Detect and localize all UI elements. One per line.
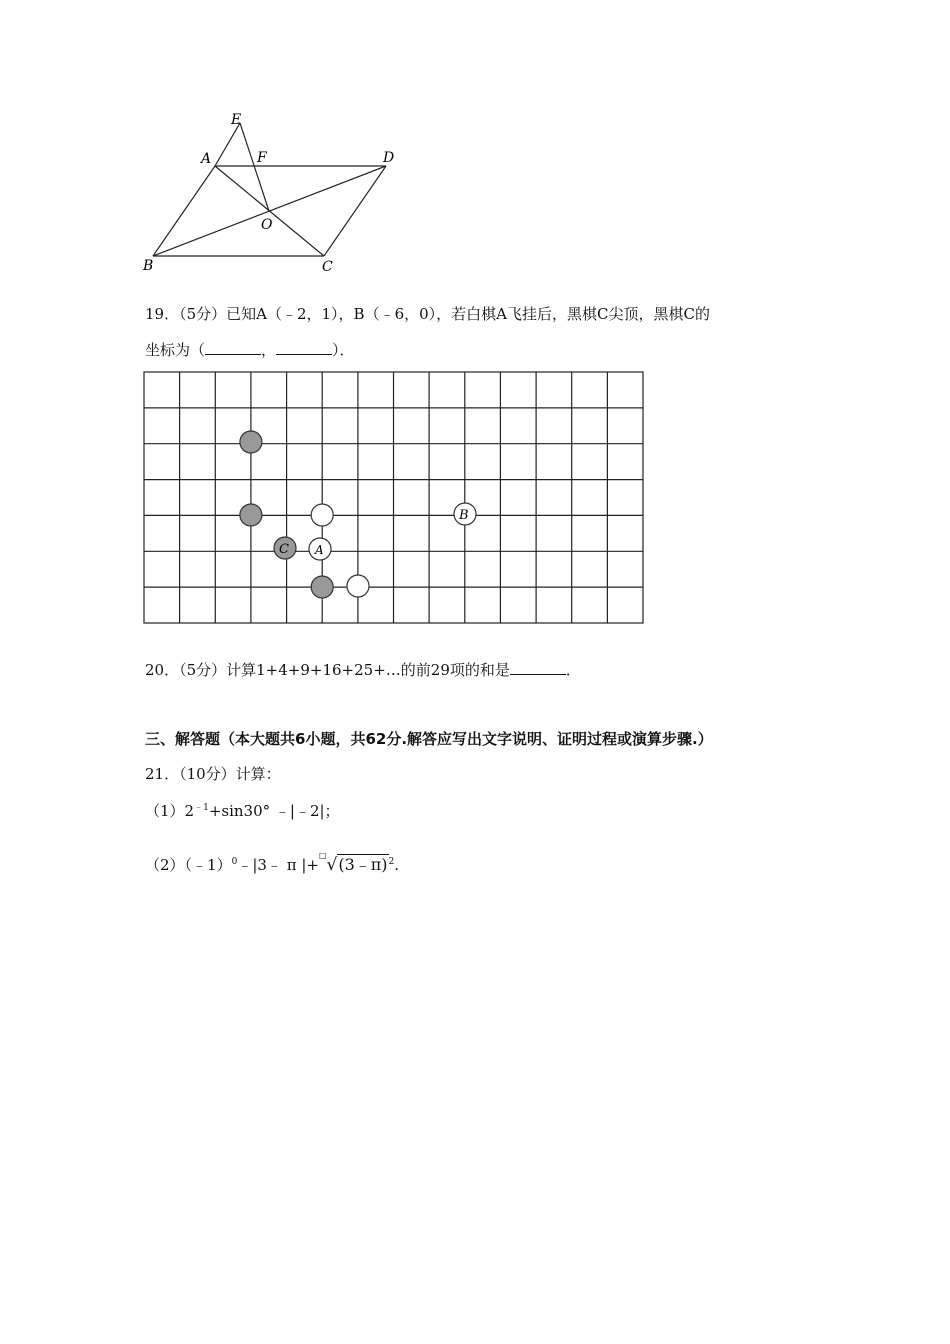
stone-label-C: C (279, 542, 289, 557)
q19-line2 (145, 340, 355, 360)
q21-p2-root-index: □ (318, 851, 327, 860)
q19-blank-x (205, 340, 261, 355)
q21-p2-radicand: (3﹣π) (338, 855, 388, 874)
stone-label-A: A (315, 543, 324, 557)
q19-line1: 19．（5分）已知A（﹣2，1），B（﹣6，0），若白棋A飞挂后，黑棋C尖顶，黑棋C的 (145, 305, 710, 323)
label-O: O (261, 217, 273, 233)
q19-prefix: 坐标为（ (145, 341, 206, 359)
q21-p2-mid: ﹣|3﹣ π |+ (237, 856, 319, 874)
black-stone (240, 504, 262, 526)
label-D: D (383, 150, 395, 166)
label-C: C (322, 259, 333, 275)
label-B: B (143, 258, 154, 274)
q21-p2-exp: 0 (231, 857, 238, 867)
white-stone (311, 504, 333, 526)
q21-p1-prefix: （1）2 (145, 802, 195, 820)
q21-p2-root (319, 846, 389, 875)
q20-line (145, 660, 581, 680)
white-stone (347, 575, 369, 597)
q19-sep: ， (261, 341, 277, 359)
q20-text: 20．（5分）计算1+4+9+16+25+…的前29项的和是 (145, 661, 510, 679)
q21-p2-prefix: （2）（﹣1） (145, 856, 232, 874)
radical-sign: √ (326, 855, 338, 875)
q21-p1-rest: +sin30° ﹣|﹣2|； (208, 802, 340, 820)
label-E: E (231, 112, 242, 128)
q21-p2-power: 2 (388, 857, 395, 867)
q21-p2-end: . (394, 856, 400, 874)
label-A: A (201, 151, 212, 167)
q21-header: 21．（10分）计算： (145, 765, 281, 783)
q21-part1 (145, 798, 340, 821)
black-stone (311, 576, 333, 598)
q19-blank-y (276, 340, 332, 355)
q21-part2 (145, 846, 399, 875)
q19-suffix: ）． (332, 341, 355, 359)
q21-p1-exp: ﹣1 (194, 803, 209, 813)
q20-blank (510, 660, 566, 675)
go-board (142, 370, 646, 626)
parallelogram-figure (130, 105, 420, 280)
label-F: F (257, 150, 267, 166)
black-stone (240, 431, 262, 453)
q20-suffix: ． (565, 661, 581, 679)
section3-title: 三、解答题（本大题共6小题，共62分.解答应写出文字说明、证明过程或演算步骤.） (145, 730, 713, 748)
stone-label-B: B (459, 508, 469, 523)
